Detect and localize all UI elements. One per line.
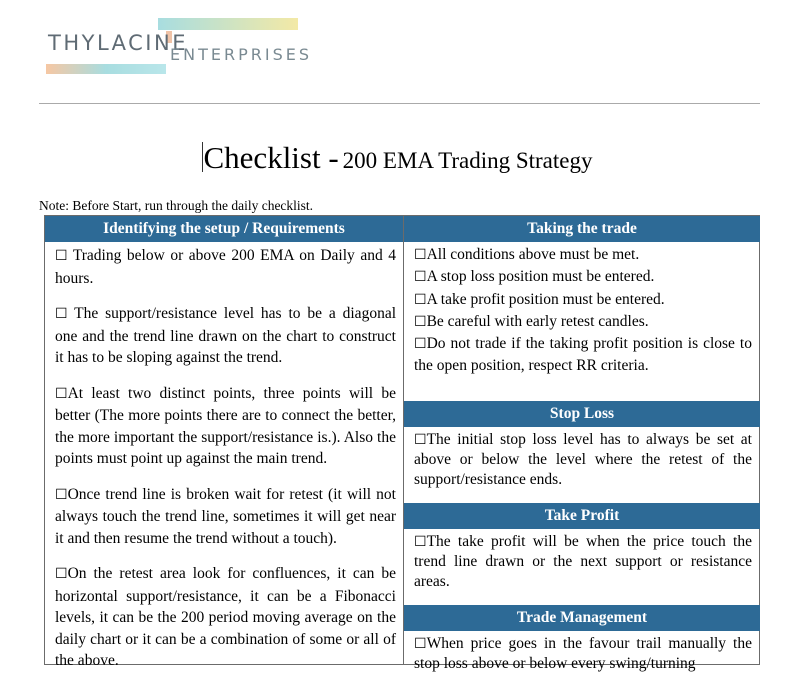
checkbox-icon[interactable]: ☐ (414, 636, 427, 652)
header-divider (39, 103, 760, 104)
checkbox-icon[interactable]: ☐ (414, 534, 427, 550)
checkbox-icon[interactable]: ☐ (55, 566, 68, 582)
checkbox-icon[interactable]: ☐ (55, 248, 68, 264)
taking-trade-item: ☐A stop loss position must be entered. (414, 268, 655, 286)
taking-trade-header: Taking the trade (404, 216, 760, 242)
logo-word-enterprises: ENTERPRISES (170, 45, 312, 64)
checkbox-icon[interactable]: ☐ (55, 385, 68, 402)
trade-management-text: ☐When price goes in the favour trail manually the stop loss above or below every swing/turning (414, 635, 752, 673)
taking-trade-list (404, 242, 760, 401)
page-title (0, 140, 794, 176)
taking-trade-item: ☐Do not trade if the taking profit position is close to the open position, respect RR criteria. (414, 335, 752, 375)
note-text: Note: Before Start, run through the daily checklist. (39, 198, 314, 213)
taking-trade-item: ☐All conditions above must be met. (414, 246, 640, 263)
checklist-table (44, 215, 760, 673)
requirements-column (45, 216, 404, 669)
checkbox-icon[interactable]: ☐ (55, 486, 68, 503)
checkbox-icon[interactable]: ☐ (414, 269, 427, 286)
checkbox-icon[interactable]: ☐ (55, 306, 68, 322)
take-profit-text: ☐The take profit will be when the price touch the trend line drawn or the next support or resistance areas. (414, 533, 752, 590)
trade-management-header: Trade Management (404, 605, 760, 631)
stop-loss-text: ☐The initial stop loss level has to always be set at above or below the level where the retest of the support/resistance ends. (414, 431, 752, 488)
text-cursor (202, 142, 203, 172)
stop-loss-header: Stop Loss (404, 401, 760, 427)
taking-trade-item: ☐Be careful with early retest candles. (414, 312, 649, 330)
checkbox-icon[interactable]: ☐ (414, 336, 427, 353)
requirement-item: ☐At least two distinct points, three points will be better (The more points there are to connect the better, the more important the support/resistance is.). Also the points must point up against the main trend. (55, 384, 396, 467)
checkbox-icon[interactable]: ☐ (414, 313, 427, 330)
take-profit-header: Take Profit (404, 503, 760, 529)
trade-column (404, 216, 760, 673)
title-main: Checklist - (203, 140, 339, 175)
checkbox-icon[interactable]: ☐ (414, 291, 427, 308)
requirements-list (45, 242, 403, 672)
requirement-item: ☐On the retest area look for confluences, it can be horizontal support/resistance, it can be a Fibonacci levels, it can be the 200 period moving average on the daily chart or it can be a combination of some or all of the above. (55, 565, 396, 669)
logo-accent-bar-bottom (46, 64, 166, 74)
taking-trade-item: ☐A take profit position must be entered. (414, 290, 665, 308)
checkbox-icon[interactable]: ☐ (414, 432, 427, 448)
title-sub: 200 EMA Trading Strategy (342, 148, 593, 173)
logo-word-thylacine: THYLACINE (48, 31, 188, 55)
checkbox-icon[interactable]: ☐ (414, 247, 427, 263)
requirement-item: ☐Once trend line is broken wait for retest (it will not always touch the trend line, sometimes it will get near it and then resume the trend without a touch). (55, 485, 396, 547)
requirement-item: ☐ The support/resistance level has to be a diagonal one and the trend line drawn on the chart to construct it has to be sloping against the trend. (55, 305, 396, 366)
logo-accent-bar (158, 18, 298, 30)
requirement-item: ☐ Trading below or above 200 EMA on Daily and 4 hours. (55, 247, 396, 287)
requirements-header: Identifying the setup / Requirements (45, 216, 403, 242)
company-logo (46, 18, 312, 80)
